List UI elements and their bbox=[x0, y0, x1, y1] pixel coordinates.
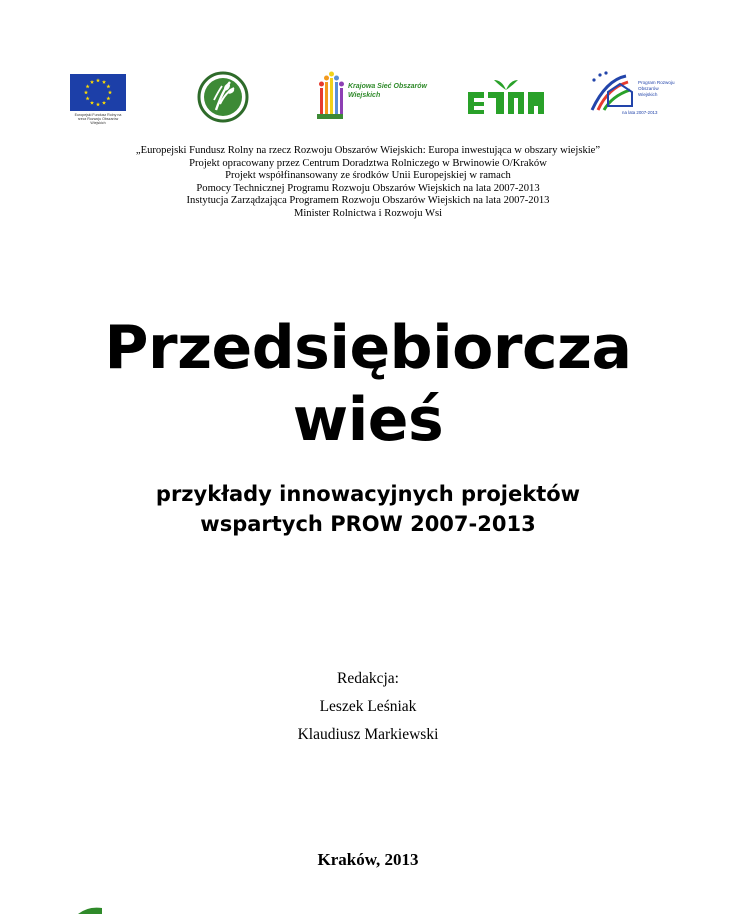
eu-star bbox=[96, 102, 100, 106]
eu-logo-caption: Europejski Fundusz Rolny na rzecz Rozwoju Obszarów Wiejskich bbox=[74, 113, 122, 125]
funding-statement bbox=[0, 145, 736, 221]
eu-star bbox=[106, 84, 110, 88]
funding-line: Minister Rolnictwa i Rozwoju Wsi bbox=[293, 207, 443, 219]
leader-sprout-icon bbox=[466, 76, 546, 118]
prow-logo bbox=[586, 70, 676, 124]
eu-star bbox=[96, 78, 100, 82]
prow-logo-years: na lata 2007-2013 bbox=[622, 110, 658, 115]
ksow-logo bbox=[312, 70, 432, 122]
funding-line: „Europejski Fundusz Rolny na rzecz Rozwoju Obszarów Wiejskich: Europa inwestująca w obszary wiejskie” bbox=[135, 145, 601, 156]
editor-name: Leszek Leśniak bbox=[319, 698, 417, 715]
eu-star bbox=[86, 96, 90, 100]
document-subtitle bbox=[0, 479, 736, 539]
title-line-2: wieś bbox=[292, 385, 444, 455]
funding-line: Instytucja Zarządzająca Programem Rozwoju Obszarów Wiejskich na lata 2007-2013 bbox=[186, 195, 550, 207]
ksow-logo-text: Krajowa Sieć Obszarów Wiejskich bbox=[348, 83, 427, 99]
eu-star bbox=[90, 101, 94, 105]
arimr-logo bbox=[196, 70, 250, 124]
footer-logo-fragment-icon bbox=[78, 904, 138, 914]
eu-flag-logo bbox=[70, 74, 126, 125]
ksow-people-icon bbox=[312, 70, 352, 122]
leader-logo bbox=[466, 76, 546, 118]
funding-line: Pomocy Technicznej Programu Rozwoju Obszarów Wiejskich na lata 2007-2013 bbox=[196, 182, 540, 194]
prow-logo-text: Program Rozwoju Obszarów Wiejskich bbox=[638, 80, 675, 97]
funding-line: Projekt opracowany przez Centrum Doradztwa Rolniczego w Brwinowie O/Kraków bbox=[189, 157, 547, 169]
logo-bar bbox=[60, 70, 680, 130]
editor-name: Klaudiusz Markiewski bbox=[297, 726, 439, 743]
eu-star bbox=[108, 90, 112, 94]
eu-star bbox=[106, 96, 110, 100]
document-title bbox=[0, 312, 736, 456]
subtitle-line-1: przykłady innowacyjnych projektów bbox=[155, 482, 581, 506]
eu-stars-icon bbox=[70, 74, 126, 111]
editors-block bbox=[0, 665, 736, 749]
place-and-year: Kraków, 2013 bbox=[317, 850, 419, 869]
editors-label: Redakcja: bbox=[337, 670, 399, 687]
eu-star bbox=[102, 80, 106, 84]
title-line-1: Przedsiębiorcza bbox=[104, 313, 632, 383]
prow-house-icon bbox=[586, 70, 636, 114]
eu-star bbox=[102, 101, 106, 105]
wheat-emblem-icon bbox=[196, 70, 250, 124]
funding-line: Projekt współfinansowany ze środków Unii Europejskiej w ramach bbox=[225, 170, 511, 182]
eu-star bbox=[86, 84, 90, 88]
eu-star bbox=[84, 90, 88, 94]
eu-star bbox=[90, 80, 94, 84]
subtitle-line-2: wspartych PROW 2007-2013 bbox=[200, 512, 536, 536]
eu-flag bbox=[70, 74, 126, 111]
